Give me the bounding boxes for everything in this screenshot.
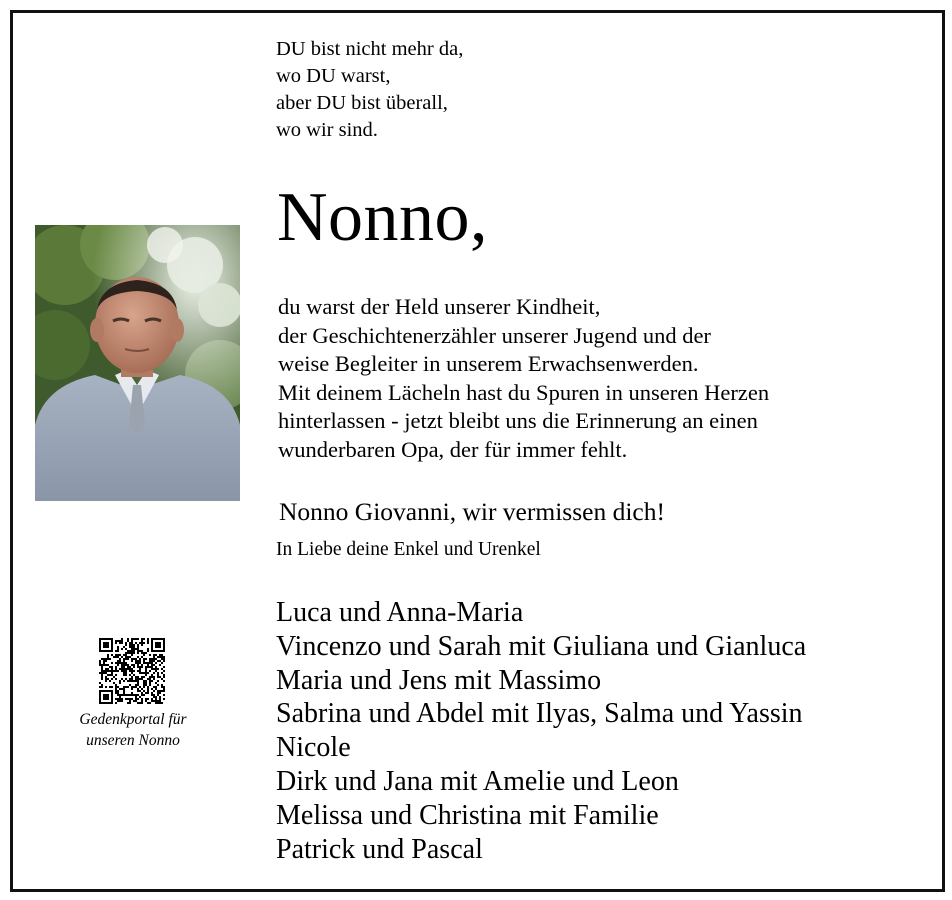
poem — [276, 36, 463, 144]
poem-line: wo wir sind. — [276, 119, 378, 141]
qr-code-icon[interactable] — [99, 638, 165, 704]
tribute-line: Mit deinem Lächeln hast du Spuren in unseren Herzen — [278, 379, 770, 405]
tribute-line: hinterlassen - jetzt bleibt uns die Erinnerung an einen — [278, 408, 758, 434]
signature-line: In Liebe deine Enkel und Urenkel — [276, 539, 541, 560]
family-name: Dirk und Jana mit Amelie und Leon — [276, 765, 679, 797]
headline: Nonno, — [277, 179, 489, 256]
closing-line: Nonno Giovanni, wir vermissen dich! — [279, 497, 665, 526]
tribute-line: der Geschichtenerzähler unserer Jugend und der — [278, 322, 711, 348]
family-name: Nicole — [276, 732, 351, 764]
poem-line: wo DU warst, — [276, 65, 391, 87]
family-name: Maria und Jens mit Massimo — [276, 664, 602, 696]
family-name: Vincenzo und Sarah mit Giuliana und Gianluca — [276, 630, 807, 662]
family-name: Melissa und Christina mit Familie — [276, 799, 659, 831]
tribute-line: wunderbaren Opa, der für immer fehlt. — [278, 436, 628, 462]
family-name: Luca und Anna-Maria — [276, 597, 524, 628]
tribute-line: weise Begleiter in unserem Erwachsenwerden. — [278, 351, 699, 377]
portrait-photo — [35, 225, 240, 501]
qr-caption — [40, 709, 226, 751]
tribute-line: du warst der Held unserer Kindheit, — [278, 294, 601, 319]
family-name: Sabrina und Abdel mit Ilyas, Salma und Yassin — [276, 698, 803, 730]
poem-line: aber DU bist überall, — [276, 92, 448, 114]
poem-line: DU bist nicht mehr da, — [276, 38, 464, 60]
qr-caption-line: Gedenkportal für — [79, 711, 187, 728]
qr-caption-line: unseren Nonno — [86, 732, 180, 749]
tribute-text — [278, 293, 769, 465]
family-names — [276, 596, 806, 866]
family-name: Patrick und Pascal — [276, 833, 483, 865]
